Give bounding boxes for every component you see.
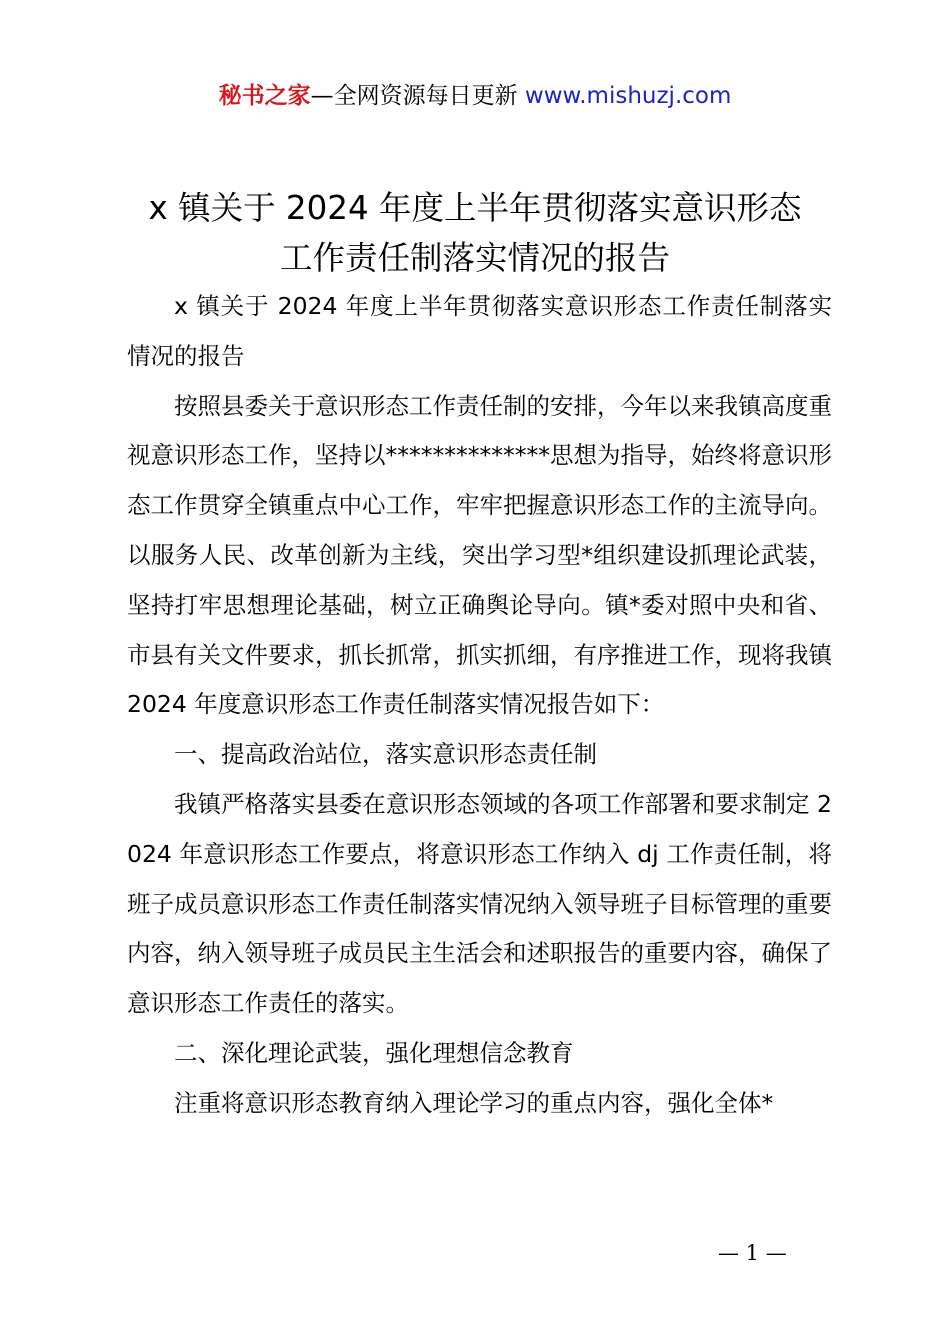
document-title <box>0 183 950 283</box>
section-1-paragraph: 我镇严格落实县委在意识形态领域的各项工作部署和要求制定 2024 年意识形态工作要点，将意识形态工作纳入 dj 工作责任制，将班子成员意识形态工作责任制落实情况纳入领导班子目标管理的重要内容，纳入领导班子成员民主生活会和述职报告的重要内容，确保了意识形态工作责任的落实。 <box>127 789 832 1018</box>
repeated-title-paragraph: x 镇关于 2024 年度上半年贯彻落实意识形态工作责任制落实情况的报告 <box>127 292 832 370</box>
site-url-link[interactable]: www.mishuzj.com <box>524 83 732 109</box>
section-2-paragraph: 注重将意识形态教育纳入理论学习的重点内容，强化全体* <box>174 1088 774 1117</box>
site-header <box>0 80 950 112</box>
document-body <box>127 282 832 1129</box>
page-number: — 1 — <box>718 1241 787 1265</box>
section-heading-2: 二、深化理论武装，强化理想信念教育 <box>174 1038 574 1067</box>
brand-name: 秘书之家 <box>218 83 311 109</box>
document-title-line-1: x 镇关于 2024 年度上半年贯彻落实意识形态 <box>148 189 802 227</box>
section-heading-1: 一、提高政治站位，落实意识形态责任制 <box>174 740 597 769</box>
document-title-line-2: 工作责任制落实情况的报告 <box>279 239 670 277</box>
header-slogan: —全网资源每日更新 <box>310 83 518 109</box>
intro-paragraph: 按照县委关于意识形态工作责任制的安排，今年以来我镇高度重视意识形态工作，坚持以**************思想为指导，始终将意识形态工作贯穿全镇重点中心工作，牢牢把握意识形态工作的主流导向。以服务人民、改革创新为主线，突出学习型*组织建设抓理论武装，坚持打牢思想理论基础，树立正确舆论导向。镇*委对照中央和省、市县有关文件要求，抓长抓常，抓实抓细，有序推进工作，现将我镇 2024 年度意识形态工作责任制落实情况报告如下： <box>127 391 832 719</box>
